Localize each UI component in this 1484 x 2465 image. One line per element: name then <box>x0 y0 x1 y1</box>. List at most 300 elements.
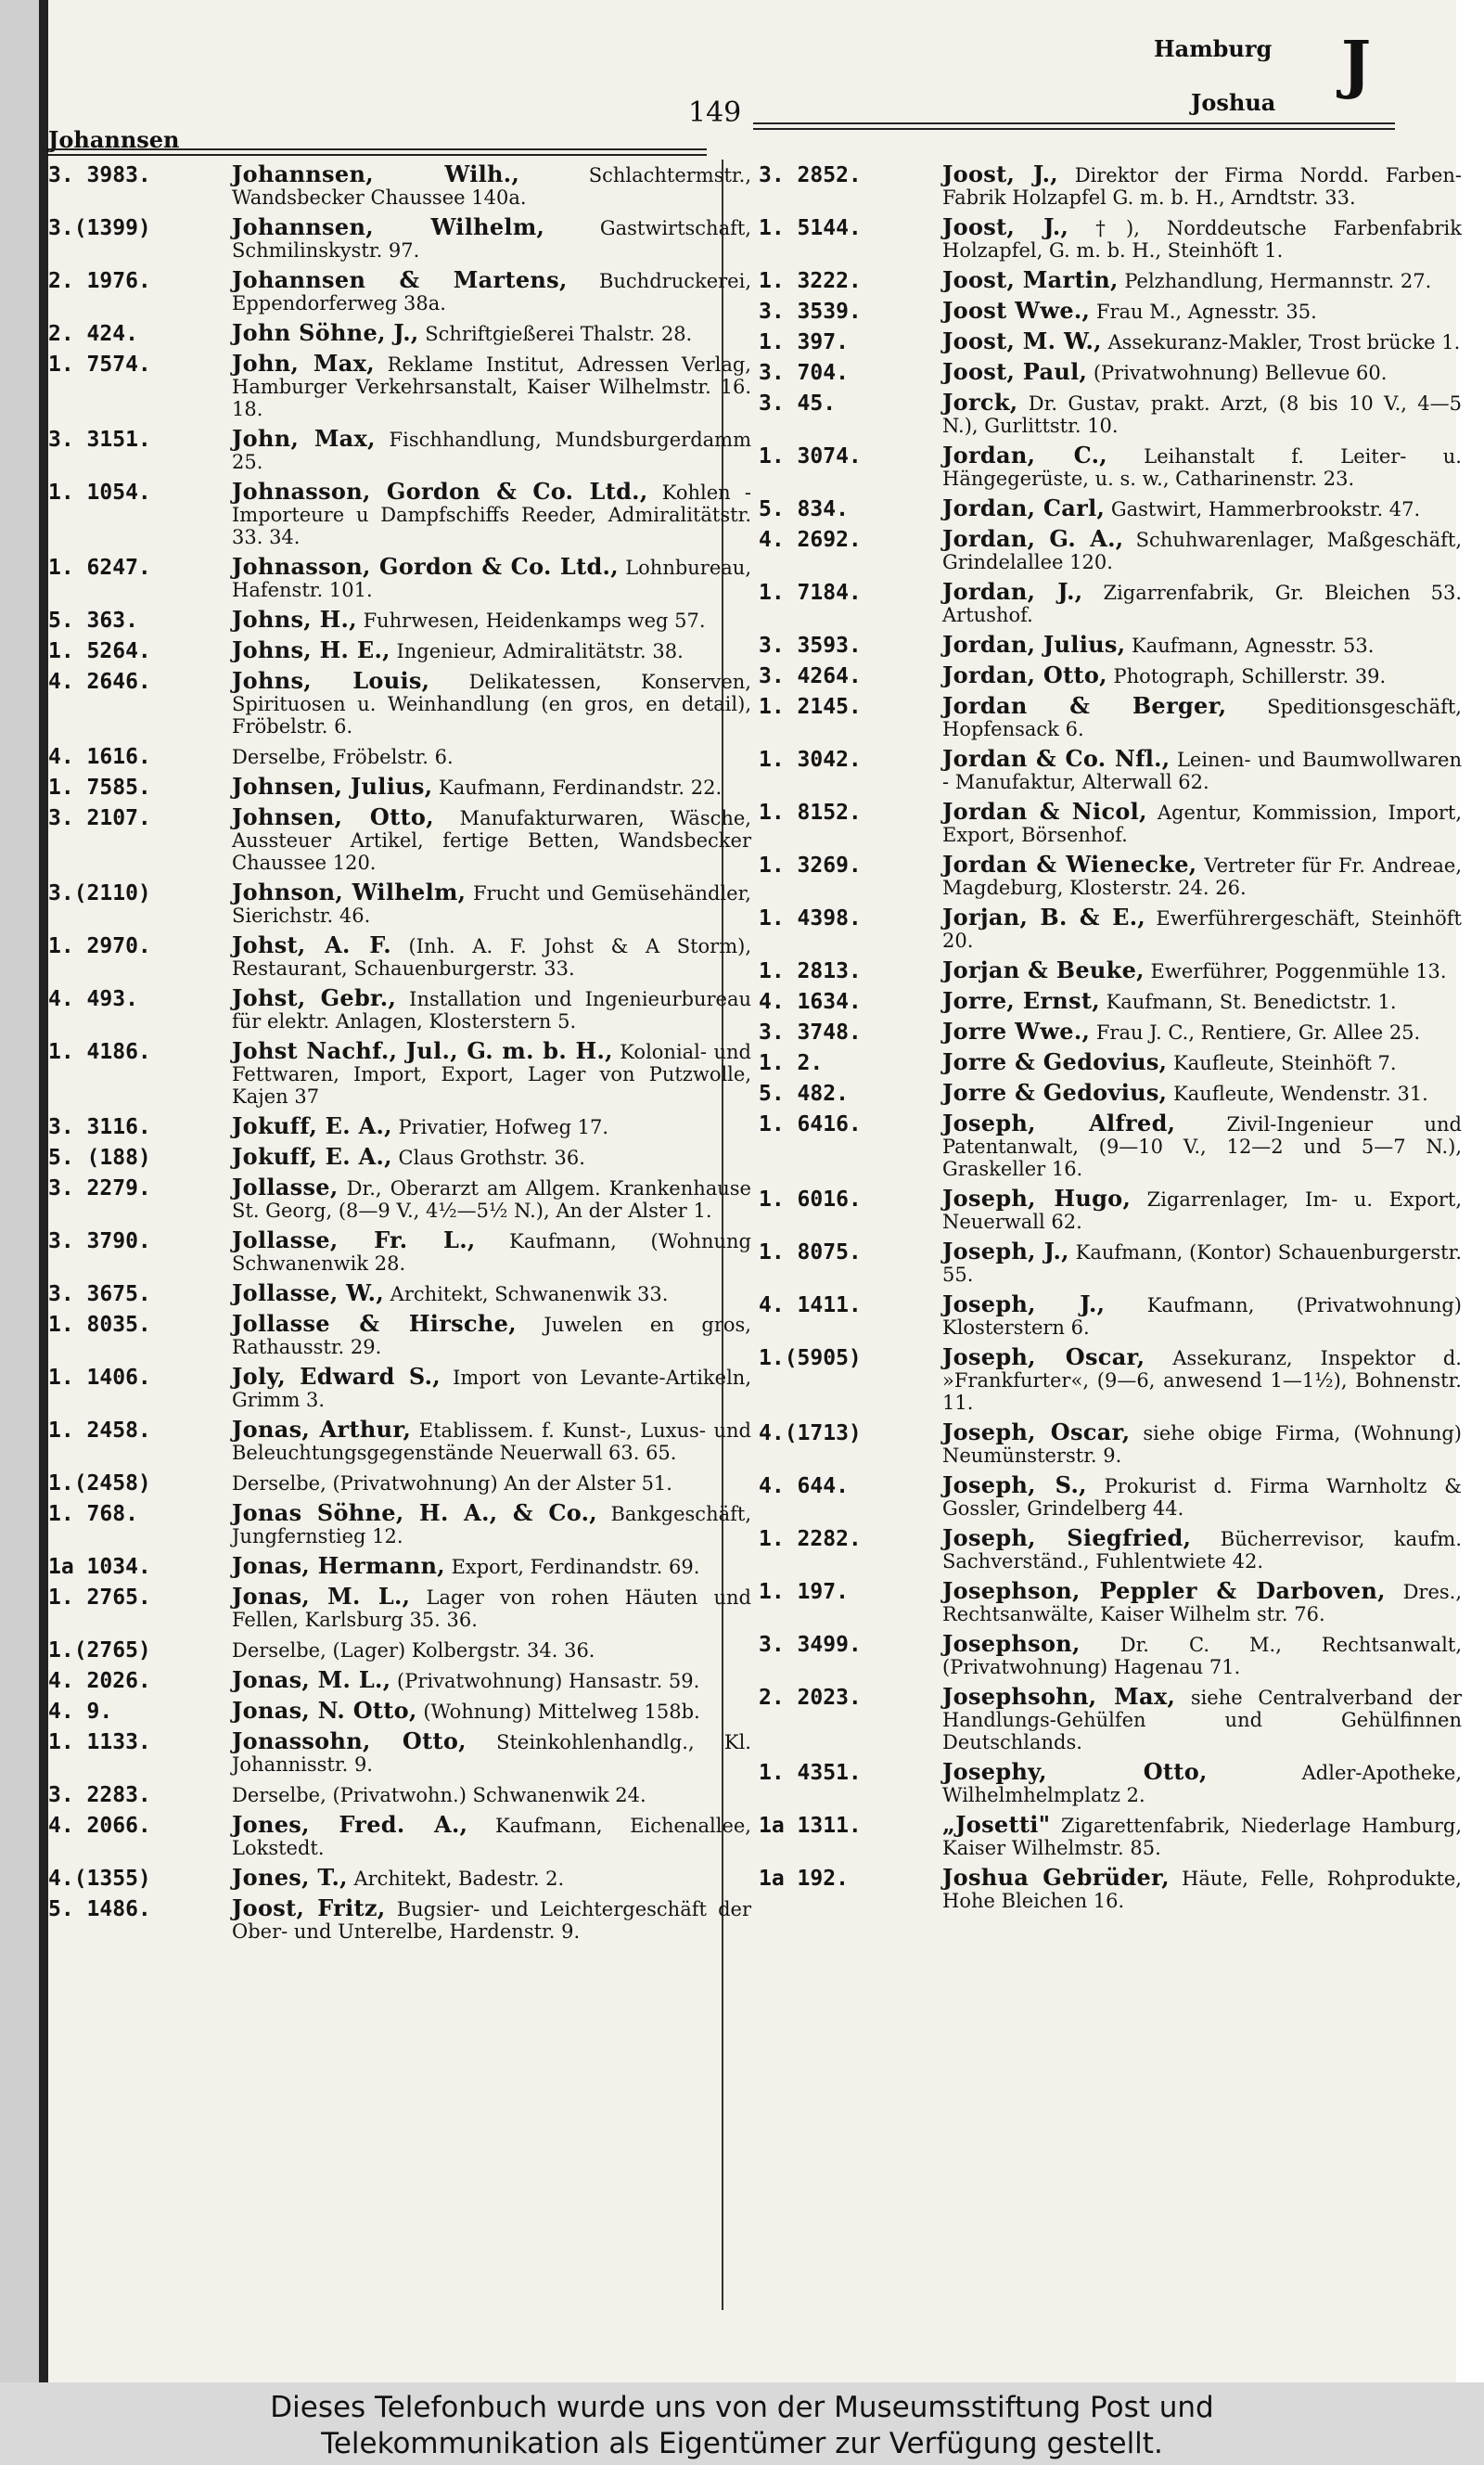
right-guide-word: Joshua <box>1191 89 1276 116</box>
entry-details: Schlachtermstr., Wandsbecker Chaussee 140a. <box>232 164 751 209</box>
entry-details: Bücherrevisor, kaufm. Sachverständ., Fuhlentwiete 42. <box>942 1528 1462 1573</box>
entry-text <box>232 1226 751 1275</box>
entry-text <box>232 881 751 927</box>
entry-text <box>942 1290 1463 1339</box>
entry-details: Kohlen - Importeure u Dampfschiffs Reeder, Admiralitätstr. 33. 34. <box>232 481 751 548</box>
phone-number: 3.(2110) <box>48 881 151 905</box>
phone-number: 3. 2283. <box>48 1783 151 1807</box>
entry-details: Architekt, Badestr. 2. <box>353 1868 565 1890</box>
directory-entry <box>48 667 753 738</box>
directory-entry <box>48 213 753 262</box>
directory-entry <box>48 1416 753 1464</box>
phone-number: 1. 1133. <box>48 1730 151 1754</box>
directory-entry <box>759 1079 1464 1106</box>
entry-text <box>942 798 1462 846</box>
entry-name: Jorre & Gedovius, <box>942 1048 1168 1075</box>
phone-number: 1. 8075. <box>759 1240 862 1265</box>
entry-text <box>232 1416 751 1464</box>
entry-name: Johst, Gebr., <box>232 984 397 1011</box>
header-rule-left-double <box>48 154 707 156</box>
header-rule-right <box>753 122 1395 124</box>
entry-name: Joseph, Oscar, <box>942 1419 1131 1445</box>
entry-name: Joost, J., <box>942 160 1058 187</box>
entry-text <box>232 1864 751 1891</box>
entry-name: Joseph, Alfred, <box>942 1110 1176 1136</box>
phone-number: 1a 1311. <box>759 1814 862 1838</box>
directory-entry <box>48 1727 753 1776</box>
entry-name: Joost, Fritz, <box>232 1894 386 1921</box>
directory-entry <box>759 692 1464 740</box>
directory-entry <box>759 1421 1464 1467</box>
entry-details: Dr. Gustav, prakt. Arzt, (8 bis 10 V., 4—5 N.), Gurlittstr. 10. <box>942 392 1462 437</box>
entry-text <box>942 213 1462 262</box>
entry-details: Zigarrenfabrik, Gr. Bleichen 53. Artushof. <box>942 582 1462 626</box>
entry-text <box>942 358 1462 385</box>
entry-details: Leinen- und Baumwollwaren - Manufaktur, Alterwall 62. <box>942 749 1462 793</box>
entry-text <box>232 606 751 633</box>
entry-text <box>942 1048 1462 1075</box>
directory-entry <box>759 1524 1464 1573</box>
entry-details: Delikatessen, Konserven, Spirituosen u. Weinhandlung (en gros, en detail), Fröbelstr. 6. <box>232 671 751 738</box>
directory-entry <box>48 1499 753 1547</box>
entry-name: Jordan & Nicol, <box>942 798 1147 825</box>
phone-number: 1. 1406. <box>48 1366 151 1390</box>
entry-details: Kaufmann, (Wohnung Schwanenwik 28. <box>232 1230 751 1275</box>
directory-entry <box>759 1240 1464 1286</box>
phone-number: 1. 8152. <box>759 801 862 825</box>
entry-text <box>232 1112 751 1139</box>
directory-entry <box>759 1112 1464 1180</box>
phone-number: 3. 2852. <box>759 163 862 187</box>
footer-line-1: Dieses Telefonbuch wurde uns von der Museumsstiftung Post und <box>270 2391 1214 2424</box>
phone-number: 1a 192. <box>759 1867 849 1891</box>
phone-number: 1. 6016. <box>759 1188 862 1212</box>
entry-name: Johannsen, Wilh., <box>232 160 520 187</box>
entry-name: Joseph, J., <box>942 1238 1069 1265</box>
entry-name: Jollasse, <box>232 1174 339 1200</box>
entry-text <box>942 525 1462 573</box>
entry-name: Johnsen, Julius, <box>232 773 433 800</box>
directory-entry <box>48 425 753 473</box>
phone-number: 4. 644. <box>759 1474 849 1498</box>
directory-entry <box>759 213 1464 262</box>
entry-name: Johannsen, Wilhelm, <box>232 213 545 240</box>
entry-name: Johns, Louis, <box>232 667 430 694</box>
directory-entry <box>759 297 1464 324</box>
entry-details: siehe Centralverband der Handlungs-Gehülfen und Gehülfinnen Deutschlands. <box>942 1687 1462 1753</box>
directory-entry <box>48 160 753 209</box>
directory-entry <box>48 1583 753 1631</box>
entry-text <box>942 1758 1462 1806</box>
entry-details: Gastwirtschaft, Schmilinskystr. 97. <box>232 217 751 262</box>
phone-number: 1. 2458. <box>48 1419 151 1443</box>
directory-entry <box>48 1697 753 1724</box>
entry-name: Joost Wwe., <box>942 297 1091 324</box>
directory-entry <box>759 1630 1464 1678</box>
directory-entry <box>48 773 753 800</box>
entry-name: Jokuff, E. A., <box>232 1143 392 1170</box>
phone-number: 2. 424. <box>48 322 138 346</box>
entry-name: Jordan & Berger, <box>942 692 1227 719</box>
entry-details: (Privatwohnung) Bellevue 60. <box>1093 362 1388 384</box>
entry-details: Installation und Ingenieurbureau für elektr. Anlagen, Klosterstern 5. <box>232 988 751 1033</box>
entry-name: Johnasson, Gordon & Co. Ltd., <box>232 478 648 505</box>
entry-name: Jordan, G. A., <box>942 525 1124 552</box>
directory-entry <box>48 1864 753 1891</box>
entry-name: Jonas Söhne, H. A., & Co., <box>232 1499 597 1526</box>
entry-text <box>232 1363 751 1411</box>
directory-entry <box>48 350 753 420</box>
entry-text <box>942 692 1462 740</box>
entry-name: Jonas, Hermann, <box>232 1552 445 1579</box>
entry-name: Jokuff, E. A., <box>232 1112 392 1139</box>
entry-name: Jones, Fred. A., <box>232 1811 468 1838</box>
entry-name: Johnson, Wilhelm, <box>232 879 467 905</box>
entry-text <box>942 1240 1462 1286</box>
directory-entry <box>48 1471 753 1495</box>
entry-details: Zigarettenfabrik, Niederlage Hamburg, Kaiser Wilhelmstr. 85. <box>942 1815 1462 1859</box>
entry-text <box>942 297 1462 324</box>
entry-text <box>232 1727 751 1776</box>
entry-details: Kaufleute, Wendenstr. 31. <box>1173 1083 1428 1105</box>
phone-number: 1. 8035. <box>48 1313 151 1337</box>
entry-details: Schriftgießerei Thalstr. 28. <box>425 323 693 345</box>
entry-name: Jonas, N. Otto, <box>232 1697 417 1724</box>
entry-text <box>232 1894 751 1943</box>
entry-text <box>942 266 1462 293</box>
directory-entry <box>48 553 753 601</box>
directory-entry <box>48 478 753 548</box>
entry-details: Adler-Apotheke, Wilhelmhelmplatz 2. <box>942 1762 1462 1806</box>
directory-entry <box>759 1290 1464 1339</box>
entry-name: Jordan, Carl, <box>942 494 1106 521</box>
phone-number: 4.(1355) <box>48 1867 151 1891</box>
entry-details: Frau M., Agnesstr. 35. <box>1095 301 1317 323</box>
entry-text <box>942 389 1462 437</box>
entry-details: (Wohnung) Mittelweg 158b. <box>423 1701 700 1723</box>
entry-details: Zigarrenlager, Im- u. Export, Neuerwall 62. <box>942 1188 1462 1233</box>
entry-details: Architekt, Schwanenwik 33. <box>390 1283 669 1305</box>
entry-details: Vertreter für Fr. Andreae, Magdeburg, Klosterstr. 24. 26. <box>942 854 1462 899</box>
entry-name: Jordan, Otto, <box>942 661 1107 688</box>
header-rule-right-double <box>753 128 1395 130</box>
footer-notice <box>0 2382 1484 2465</box>
entry-text <box>232 1552 751 1579</box>
directory-entry <box>759 1577 1464 1625</box>
directory-entry <box>48 1666 753 1693</box>
entry-details: Claus Grothstr. 36. <box>398 1147 585 1169</box>
entry-details: Dres., Rechtsanwälte, Kaiser Wilhelm str. 76. <box>942 1581 1462 1625</box>
phone-number: 1. 2. <box>759 1051 824 1075</box>
entry-name: Josephsohn, Max, <box>942 1683 1176 1710</box>
entry-details: Agentur, Kommission, Import, Export, Börsenhof. <box>942 802 1462 846</box>
phone-number: 1. 7574. <box>48 353 151 377</box>
phone-number: 4. 9. <box>48 1700 113 1724</box>
page-number: 149 <box>688 96 742 129</box>
entry-details: Derselbe, (Lager) Kolbergstr. 34. 36. <box>232 1639 595 1662</box>
directory-entry <box>48 636 753 663</box>
phone-number: 4. 2066. <box>48 1814 151 1838</box>
entry-details: Fuhrwesen, Heidenkamps weg 57. <box>363 610 706 632</box>
entry-text <box>942 1079 1462 1106</box>
entry-text <box>232 1811 751 1859</box>
entry-details: (Inh. A. F. Johst & A Storm), Restaurant, Schauenburgerstr. 33. <box>232 935 751 980</box>
entry-details: Kaufmann, Agnesstr. 53. <box>1132 635 1375 657</box>
phone-number: 1. 6247. <box>48 556 151 580</box>
phone-number: 1. 3222. <box>759 269 862 293</box>
entry-name: Jordan, C., <box>942 442 1107 469</box>
directory-entry <box>759 525 1464 573</box>
entry-text <box>942 1343 1462 1414</box>
phone-number: 1. 3042. <box>759 748 862 772</box>
directory-entry <box>759 494 1464 521</box>
entry-name: Jollasse, W., <box>232 1279 384 1306</box>
phone-number: 3. 3499. <box>759 1633 862 1657</box>
entry-details: Derselbe, Fröbelstr. 6. <box>232 746 454 768</box>
directory-entry <box>759 631 1464 658</box>
entry-text <box>942 1112 1462 1180</box>
phone-number: 4. 2692. <box>759 528 862 552</box>
directory-entry <box>48 1783 753 1806</box>
entry-text <box>232 266 751 315</box>
phone-number: 3. 3539. <box>759 300 862 324</box>
directory-entry <box>48 606 753 633</box>
directory-entry <box>48 881 753 927</box>
phone-number: 3. 3983. <box>48 163 151 187</box>
header-rule-left <box>48 148 707 150</box>
entry-name: Josephy, Otto, <box>942 1758 1208 1785</box>
directory-entry <box>48 1552 753 1579</box>
entry-details: Speditionsgeschäft, Hopfensack 6. <box>942 696 1462 740</box>
directory-entry <box>759 1758 1464 1806</box>
entry-name: John Söhne, J., <box>232 319 419 346</box>
entry-name: Jonas, Arthur, <box>232 1416 412 1443</box>
entry-text <box>232 1279 751 1306</box>
phone-number: 1. 4186. <box>48 1040 151 1064</box>
entry-name: Jorck, <box>942 389 1018 416</box>
phone-number: 3. 3790. <box>48 1229 151 1253</box>
directory-entry <box>48 803 753 874</box>
entry-name: Joseph, Hugo, <box>942 1185 1132 1212</box>
directory-entry <box>48 984 753 1033</box>
entry-name: Jorjan & Beuke, <box>942 956 1145 983</box>
directory-entry <box>48 1112 753 1139</box>
directory-entry <box>48 1310 753 1358</box>
entry-text <box>942 1864 1462 1912</box>
entry-name: „Josetti" <box>942 1811 1051 1838</box>
directory-entry <box>759 160 1464 209</box>
entry-details: Assekuranz, Inspektor d. »Frankfurter«, (9—6, anwesend 1—1½), Bohnenstr. 11. <box>942 1347 1462 1414</box>
entry-details: Gastwirt, Hammerbrookstr. 47. <box>1110 498 1421 520</box>
entry-text <box>942 987 1462 1014</box>
directory-entry <box>48 1279 753 1306</box>
entry-name: Jordan, Julius, <box>942 631 1126 658</box>
entry-name: Jonas, M. L., <box>232 1666 391 1693</box>
entry-text <box>232 1499 751 1547</box>
phone-number: 1. 2145. <box>759 695 862 719</box>
entry-name: Johnasson, Gordon & Co. Ltd., <box>232 553 619 580</box>
phone-number: 1. 4351. <box>759 1761 862 1785</box>
phone-number: 4. 2026. <box>48 1669 151 1693</box>
entry-details: Bugsier- und Leichtergeschäft der Ober- und Unterelbe, Hardenstr. 9. <box>232 1898 751 1943</box>
phone-number: 1. 197. <box>759 1580 849 1604</box>
entry-details: Steinkohlenhandlg., Kl. Johannisstr. 9. <box>232 1731 751 1776</box>
directory-entry <box>48 1226 753 1275</box>
entry-details: Prokurist d. Firma Warnholtz & Gossler, Grindelberg 44. <box>942 1475 1462 1520</box>
entry-name: Johst, A. F. <box>232 931 391 958</box>
entry-name: Jorre, Ernst, <box>942 987 1100 1014</box>
entry-text <box>942 160 1462 209</box>
directory-entry <box>759 444 1464 490</box>
directory-entry <box>48 319 753 346</box>
directory-entry <box>48 1176 753 1222</box>
entry-details: Häute, Felle, Rohprodukte, Hohe Bleichen 16. <box>942 1868 1462 1912</box>
entry-name: Jordan & Co. Nfl., <box>942 745 1171 772</box>
footer-line-2: Telekommunikation als Eigentümer zur Verfügung gestellt. <box>321 2427 1163 2460</box>
entry-text <box>942 1185 1462 1233</box>
entry-text <box>232 1176 751 1222</box>
entry-text <box>942 327 1462 354</box>
entry-details: Buchdruckerei, Eppendorferweg 38a. <box>232 270 751 315</box>
directory-entry <box>759 1811 1464 1859</box>
directory-entry <box>759 1018 1464 1045</box>
phone-number: 1. 3269. <box>759 854 862 878</box>
directory-entry <box>48 266 753 315</box>
entry-name: Josephson, <box>942 1630 1081 1657</box>
entry-name: Joost, Paul, <box>942 358 1088 385</box>
entry-text <box>232 425 751 473</box>
entry-text <box>232 319 751 346</box>
entry-details: Ingenieur, Admiralitätstr. 38. <box>396 640 684 662</box>
entry-name: John, Max, <box>232 350 375 377</box>
directory-entry <box>48 1363 753 1411</box>
entry-details: Assekuranz-Makler, Trost brücke 1. <box>1107 331 1461 353</box>
directory-entry <box>759 1048 1464 1075</box>
entry-details: Lager von rohen Häuten und Fellen, Karlsburg 35. 36. <box>232 1586 751 1631</box>
phone-number: 5. (188) <box>48 1146 151 1170</box>
entry-details: siehe obige Firma, (Wohnung) Neumünsterstr. 9. <box>942 1422 1462 1467</box>
entry-text <box>942 1811 1462 1859</box>
entry-name: Johst Nachf., Jul., G. m. b. H., <box>232 1037 613 1064</box>
phone-number: 3.(1399) <box>48 216 151 240</box>
phone-number: 3. 3116. <box>48 1115 151 1139</box>
phone-number: 1. 6416. <box>759 1112 862 1136</box>
entry-details: Kolonial- und Fettwaren, Import, Export, Lager von Putzwolle, Kajen 37 <box>232 1041 751 1108</box>
entry-details: Juwelen en gros, Rathausstr. 29. <box>232 1314 751 1358</box>
entry-text <box>942 1471 1462 1520</box>
entry-text <box>232 213 751 262</box>
entry-details: Ewerführer, Poggenmühle 13. <box>1150 960 1447 982</box>
left-guide-word: Johannsen <box>48 126 180 153</box>
entry-name: Joseph, J., <box>942 1290 1106 1317</box>
directory-entry <box>48 1037 753 1108</box>
phone-number: 1. 7184. <box>759 581 862 605</box>
entry-text <box>232 553 751 601</box>
directory-entry <box>759 358 1464 385</box>
phone-number: 3. 4264. <box>759 664 862 688</box>
entry-name: John, Max, <box>232 425 376 452</box>
entry-details: Photograph, Schillerstr. 39. <box>1113 665 1387 687</box>
entry-details: Ewerführergeschäft, Steinhöft 20. <box>942 907 1462 952</box>
entry-name: Jorre & Gedovius, <box>942 1079 1168 1106</box>
entry-name: Johnsen, Otto, <box>232 803 434 830</box>
entry-text <box>232 160 751 209</box>
directory-entry <box>48 931 753 980</box>
entry-details: †), Norddeutsche Farbenfabrik Holzapfel, G. m. b. H., Steinhöft 1. <box>942 217 1462 262</box>
directory-entry <box>759 661 1464 688</box>
entry-details: Kaufmann, (Privatwohnung) Klosterstern 6. <box>942 1294 1463 1339</box>
directory-entry <box>759 798 1464 846</box>
entry-name: Joost, M. W., <box>942 327 1102 354</box>
phone-number: 1. 2813. <box>759 959 862 983</box>
phone-number: 1. 5264. <box>48 639 151 663</box>
entry-details: Etablissem. f. Kunst-, Luxus- und Beleuchtungsgegenstände Neuerwall 63. 65. <box>232 1419 751 1464</box>
entry-name: Joost, J., <box>942 213 1069 240</box>
section-letter: J <box>1341 28 1372 102</box>
entry-details: Kaufmann, St. Benedictstr. 1. <box>1106 991 1397 1013</box>
entry-details: Import von Levante-Artikeln, Grimm 3. <box>232 1367 751 1411</box>
phone-number: 4. 493. <box>48 987 138 1011</box>
entry-details: Privatier, Hofweg 17. <box>398 1116 609 1138</box>
entry-text <box>942 578 1462 626</box>
entry-text <box>942 851 1462 899</box>
entry-details: Pelzhandlung, Hermannstr. 27. <box>1124 270 1432 292</box>
entry-text <box>232 1583 751 1631</box>
entry-name: Jollasse & Hirsche, <box>232 1310 517 1337</box>
entry-text <box>942 494 1462 521</box>
phone-number: 5. 1486. <box>48 1897 151 1921</box>
phone-number: 1. 5144. <box>759 216 862 240</box>
entry-name: Josephson, Peppler & Darboven, <box>942 1577 1386 1604</box>
phone-number: 3. 3151. <box>48 428 151 452</box>
entry-text <box>942 444 1462 490</box>
entry-name: Jones, T., <box>232 1864 348 1891</box>
entry-text <box>232 1638 751 1662</box>
directory-entry <box>759 745 1464 793</box>
entry-text <box>942 1577 1462 1625</box>
entry-text <box>232 350 751 420</box>
entry-text <box>942 631 1462 658</box>
phone-number: 4. 2646. <box>48 670 151 694</box>
entry-name: Johns, H. E., <box>232 636 390 663</box>
entry-name: Joseph, Oscar, <box>942 1343 1145 1370</box>
directory-entry <box>48 745 753 768</box>
directory-entry <box>759 578 1464 626</box>
phone-number: 1. 7585. <box>48 776 151 800</box>
directory-entry <box>759 327 1464 354</box>
entry-details: Manufakturwaren, Wäsche, Aussteuer Artikel, fertige Betten, Wandsbecker Chaussee 120. <box>232 807 751 874</box>
entry-name: Joseph, Siegfried, <box>942 1524 1192 1551</box>
entry-details: Zivil-Ingenieur und Patentanwalt, (9—10 V., 12—2 und 5—7 N.), Graskeller 16. <box>942 1113 1462 1180</box>
right-column <box>759 160 1464 1919</box>
directory-entry <box>48 1894 753 1943</box>
phone-number: 4.(1713) <box>759 1421 862 1445</box>
phone-number: 1. 768. <box>48 1502 138 1526</box>
phone-number: 1a 1034. <box>48 1555 151 1579</box>
phone-number: 4. 1634. <box>759 990 862 1014</box>
entry-details: Fischhandlung, Mundsburgerdamm 25. <box>232 429 751 473</box>
entry-details: Kaufleute, Steinhöft 7. <box>1173 1052 1397 1074</box>
entry-text <box>942 745 1462 793</box>
phone-number: 4. 1411. <box>759 1293 862 1317</box>
phone-number: 1. 397. <box>759 330 849 354</box>
entry-name: Jonassohn, Otto, <box>232 1727 467 1754</box>
entry-text <box>232 984 751 1033</box>
phone-number: 3. 3593. <box>759 634 862 658</box>
phone-number: 5. 834. <box>759 497 849 521</box>
phone-number: 3. 2107. <box>48 806 151 830</box>
entry-text <box>942 906 1462 952</box>
